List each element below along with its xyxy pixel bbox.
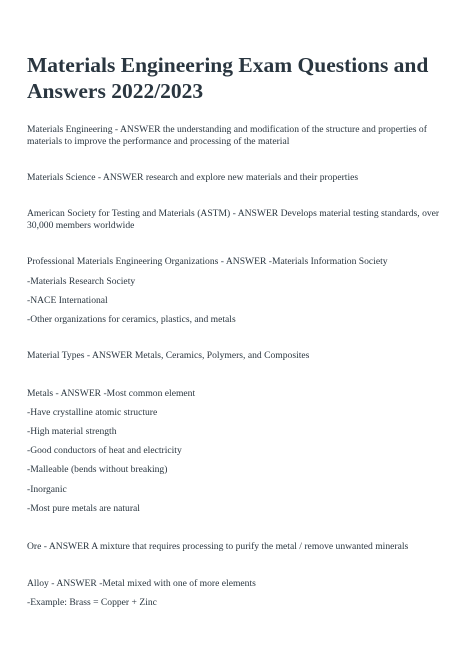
document-title: Materials Engineering Exam Questions and Answers 2022/2023 — [27, 53, 429, 103]
qa-metals-item: -Inorganic — [27, 484, 67, 495]
qa-metals-item: -Most pure metals are natural — [27, 503, 140, 514]
qa-alloy: Alloy - ANSWER -Metal mixed with one of more elements — [27, 578, 256, 589]
qa-metals-item: -High material strength — [27, 426, 117, 437]
qa-ore: Ore - ANSWER A mixture that requires processing to purify the metal / remove unwanted minerals — [27, 541, 409, 552]
qa-materials-engineering: Materials Engineering - ANSWER the understanding and modification of the structure and properties of materials to improve the performance and processing of the material — [27, 124, 427, 147]
qa-alloy-item: -Example: Brass = Copper + Zinc — [27, 597, 157, 608]
qa-metals-item: -Have crystalline atomic structure — [27, 407, 158, 418]
qa-organizations-item: -NACE International — [27, 295, 108, 306]
qa-astm: American Society for Testing and Materials (ASTM) - ANSWER Develops material testing standards, over 30,000 members worldwide — [27, 208, 440, 231]
qa-organizations-item: -Materials Research Society — [27, 276, 136, 287]
qa-organizations: Professional Materials Engineering Organizations - ANSWER -Materials Information Society — [27, 256, 388, 267]
qa-materials-science: Materials Science - ANSWER research and explore new materials and their properties — [27, 172, 359, 183]
qa-material-types: Material Types - ANSWER Metals, Ceramics, Polymers, and Composites — [27, 350, 310, 361]
qa-metals: Metals - ANSWER -Most common element — [27, 388, 196, 399]
qa-metals-item: -Malleable (bends without breaking) — [27, 464, 168, 475]
qa-organizations-item: -Other organizations for ceramics, plastics, and metals — [27, 314, 236, 325]
qa-metals-item: -Good conductors of heat and electricity — [27, 445, 182, 456]
